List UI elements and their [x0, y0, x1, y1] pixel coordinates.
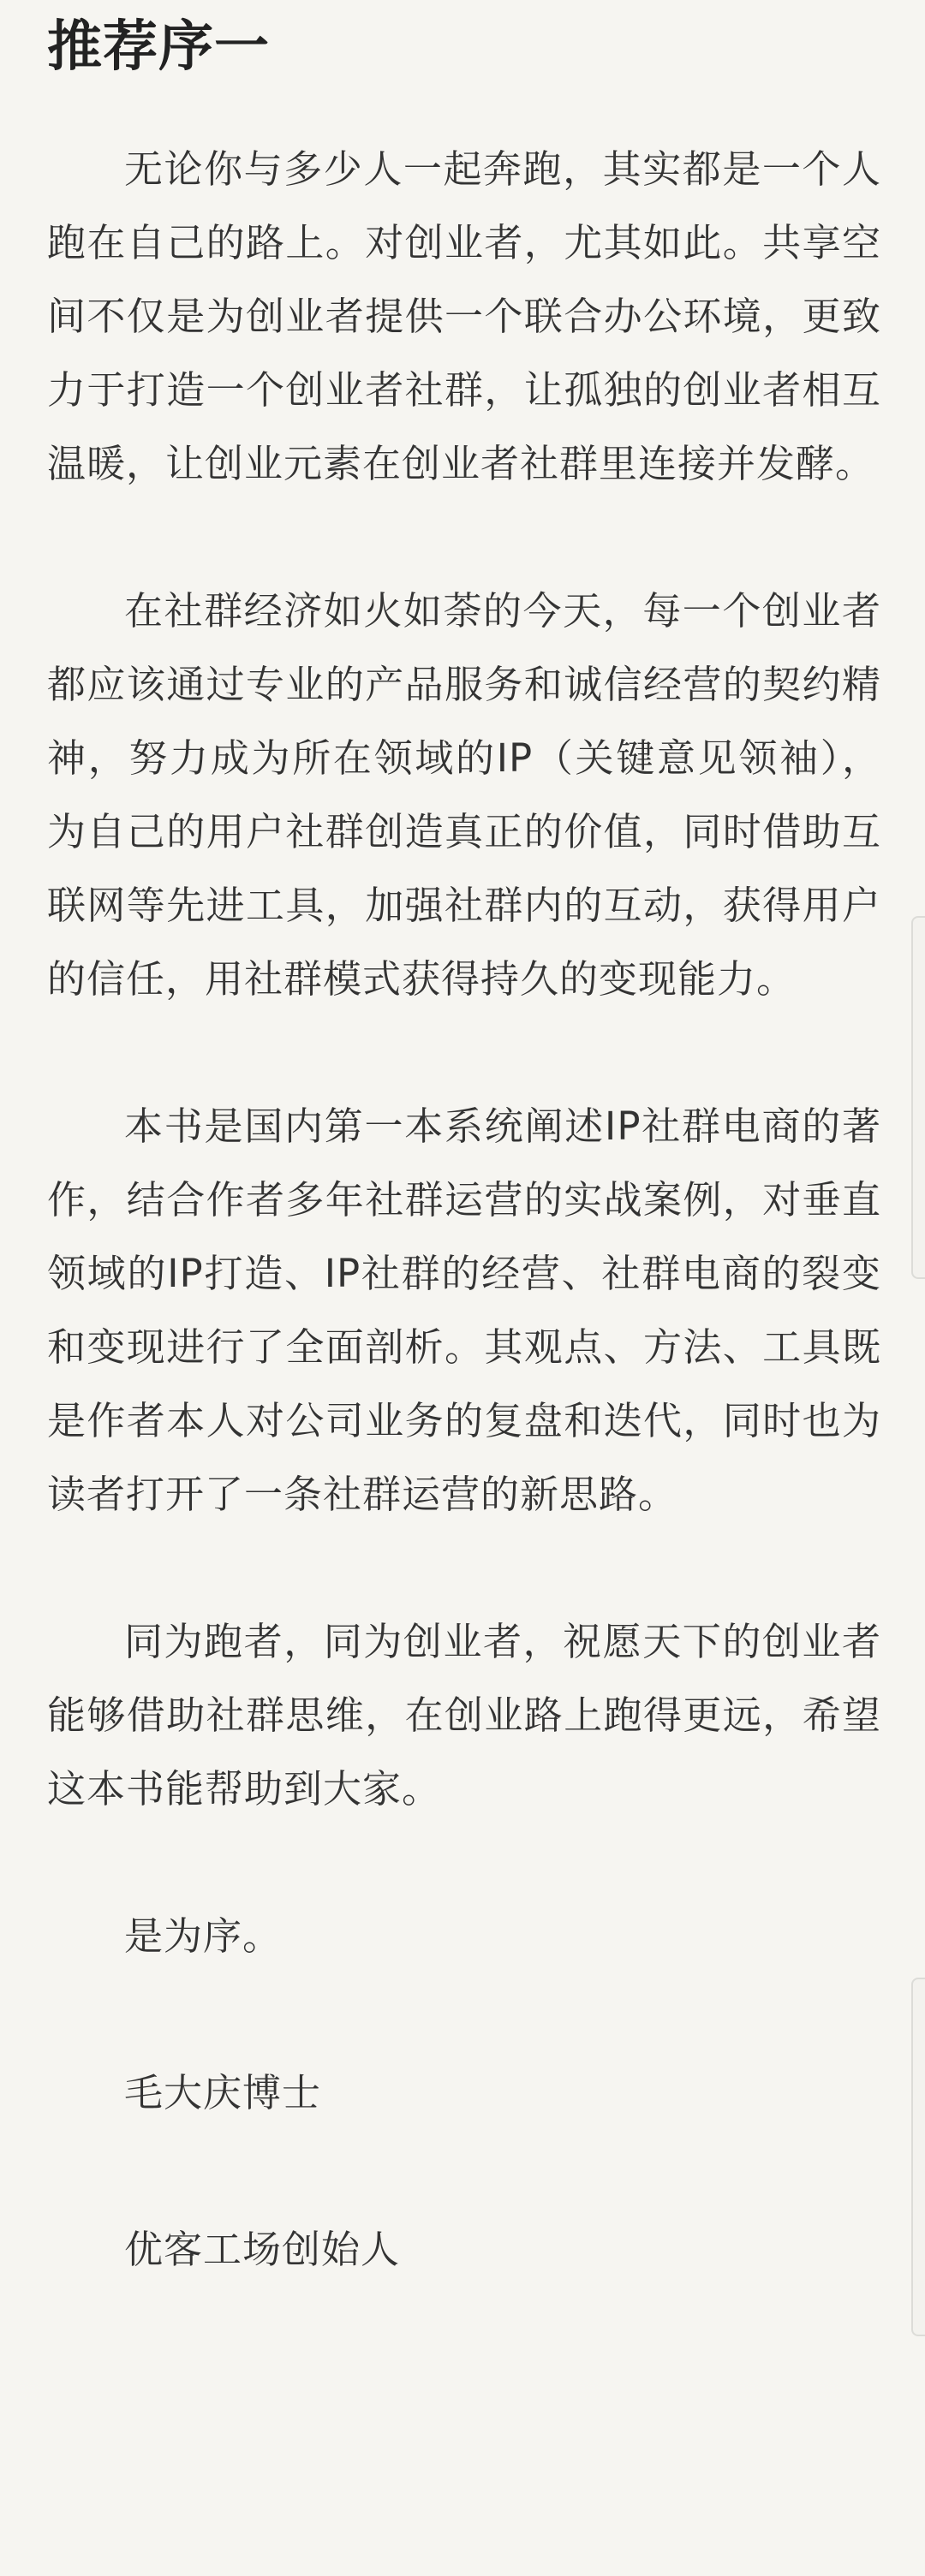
edge-bookmark-tab[interactable] [911, 916, 925, 1279]
paragraph-3: 本书是国内第一本系统阐述IP社群电商的著作，结合作者多年社群运营的实战案例，对垂直领域的IP打造、IP社群的经营、社群电商的裂变和变现进行了全面剖析。其观点、方法、工具既是作者本人对公司业务的复盘和迭代，同时也为读者打开了一条社群运营的新思路。 [47, 1104, 881, 1517]
paragraph-2: 在社群经济如火如荼的今天，每一个创业者都应该通过专业的产品服务和诚信经营的契约精神，努力成为所在领域的IP（关键意见领袖），为自己的用户社群创造真正的价值，同时借助互联网等先进工具，加强社群内的互动，获得用户的信任，用社群模式获得持久的变现能力。 [47, 588, 881, 1002]
paragraph-4: 同为跑者，同为创业者，祝愿天下的创业者能够借助社群思维，在创业路上跑得更远，希望这本书能帮助到大家。 [47, 1619, 881, 1812]
chapter-title: 推荐序一 [47, 15, 270, 79]
chapter-body [47, 133, 881, 2370]
signature-name: 毛大庆博士 [124, 2070, 322, 2115]
edge-bookmark-tab[interactable] [911, 1978, 925, 2336]
paragraph-1: 无论你与多少人一起奔跑，其实都是一个人跑在自己的路上。对创业者，尤其如此。共享空间不仅是为创业者提供一个联合办公环境，更致力于打造一个创业者社群，让孤独的创业者相互温暖，让创业元素在创业者社群里连接并发酵。 [47, 146, 881, 486]
signature-role: 优客工场创始人 [124, 2227, 401, 2272]
closing-line: 是为序。 [124, 1913, 283, 1959]
